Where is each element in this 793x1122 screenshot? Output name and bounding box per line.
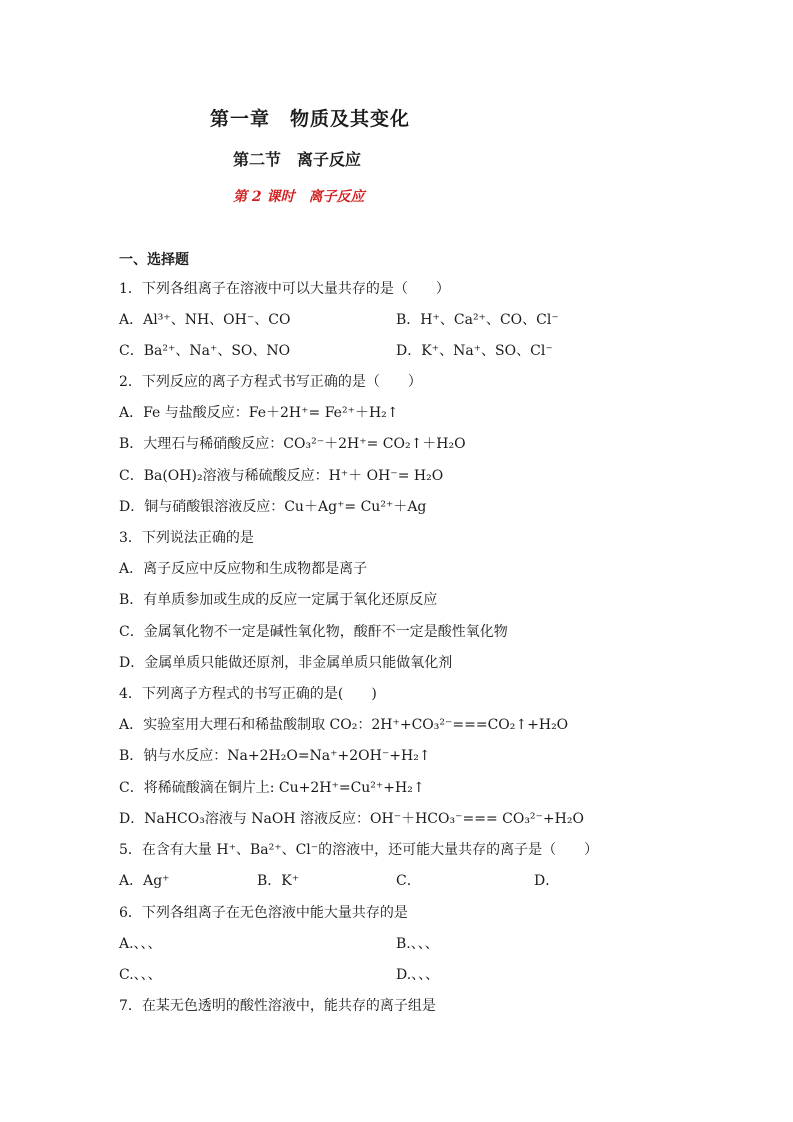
- question-3-option-d: D．金属单质只能做还原剂，非金属单质只能做氧化剂: [119, 655, 453, 671]
- chapter-title: 第一章 物质及其变化: [210, 108, 411, 130]
- question-5-stem: 5．在含有大量 H⁺、Ba²⁺、Cl⁻的溶液中，还可能大量共存的离子是（ ）: [119, 842, 599, 858]
- question-2-option-c: C．Ba(OH)₂溶液与稀硫酸反应：H⁺＋ OH⁻= H₂O: [119, 468, 444, 484]
- question-5-option-b: B．K⁺: [257, 873, 300, 889]
- question-4-option-b: B．钠与水反应：Na+2H₂O=Na⁺+2OH⁻+H₂↑: [119, 748, 431, 764]
- lesson-title: 第 2 课时 离子反应: [233, 189, 365, 205]
- question-1-option-b: B．H⁺、Ca²⁺、CO、Cl⁻: [396, 312, 559, 328]
- question-4-option-d: D．NaHCO₃溶液与 NaOH 溶液反应：OH⁻＋HCO₃⁻=== CO₃²⁻+H₂O: [119, 811, 584, 827]
- question-3-stem: 3．下列说法正确的是: [119, 530, 254, 546]
- question-1-stem: 1．下列各组离子在溶液中可以大量共存的是（ ）: [119, 281, 450, 297]
- question-1-option-c: C．Ba²⁺、Na⁺、SO、NO: [119, 343, 291, 359]
- question-6-option-a: A.、、、: [119, 936, 162, 952]
- question-2-option-b: B．大理石与稀硝酸反应：CO₃²⁻＋2H⁺= CO₂↑＋H₂O: [119, 436, 466, 452]
- question-1-option-a: A．Al³⁺、NH、OH⁻、CO: [119, 312, 291, 328]
- question-2-option-a: A．Fe 与盐酸反应：Fe＋2H⁺= Fe²⁺＋H₂↑: [119, 405, 399, 421]
- question-2-stem: 2．下列反应的离子方程式书写正确的是（ ）: [119, 374, 422, 390]
- question-4-option-a: A．实验室用大理石和稀盐酸制取 CO₂：2H⁺+CO₃²⁻===CO₂↑+H₂O: [119, 717, 569, 733]
- part-heading: 一、选择题: [119, 252, 189, 268]
- question-6-option-b: B.、、、: [396, 936, 439, 952]
- section-title: 第二节 离子反应: [233, 150, 362, 169]
- question-4-option-c: C．将稀硫酸滴在铜片上: Cu+2H⁺=Cu²⁺+H₂↑: [119, 780, 425, 796]
- question-4-stem: 4．下列离子方程式的书写正确的是( ): [119, 686, 377, 702]
- question-6-option-d: D.、、、: [396, 967, 440, 983]
- question-2-option-d: D．铜与硝酸银溶液反应：Cu＋Ag⁺= Cu²⁺＋Ag: [119, 499, 427, 515]
- question-6-stem: 6．下列各组离子在无色溶液中能大量共存的是: [119, 905, 408, 921]
- question-5-option-d: D．: [534, 873, 560, 889]
- question-6-option-c: C.、、、: [119, 967, 162, 983]
- question-3-option-b: B．有单质参加或生成的反应一定属于氧化还原反应: [119, 592, 438, 608]
- question-3-option-c: C．金属氧化物不一定是碱性氧化物，酸酐不一定是酸性氧化物: [119, 624, 508, 640]
- question-5-option-a: A．Ag⁺: [119, 873, 170, 889]
- question-3-option-a: A．离子反应中反应物和生成物都是离子: [119, 561, 368, 577]
- question-1-option-d: D．K⁺、Na⁺、SO、Cl⁻: [396, 343, 553, 359]
- question-7-stem: 7．在某无色透明的酸性溶液中，能共存的离子组是: [119, 998, 436, 1014]
- question-5-option-c: C．: [396, 873, 421, 889]
